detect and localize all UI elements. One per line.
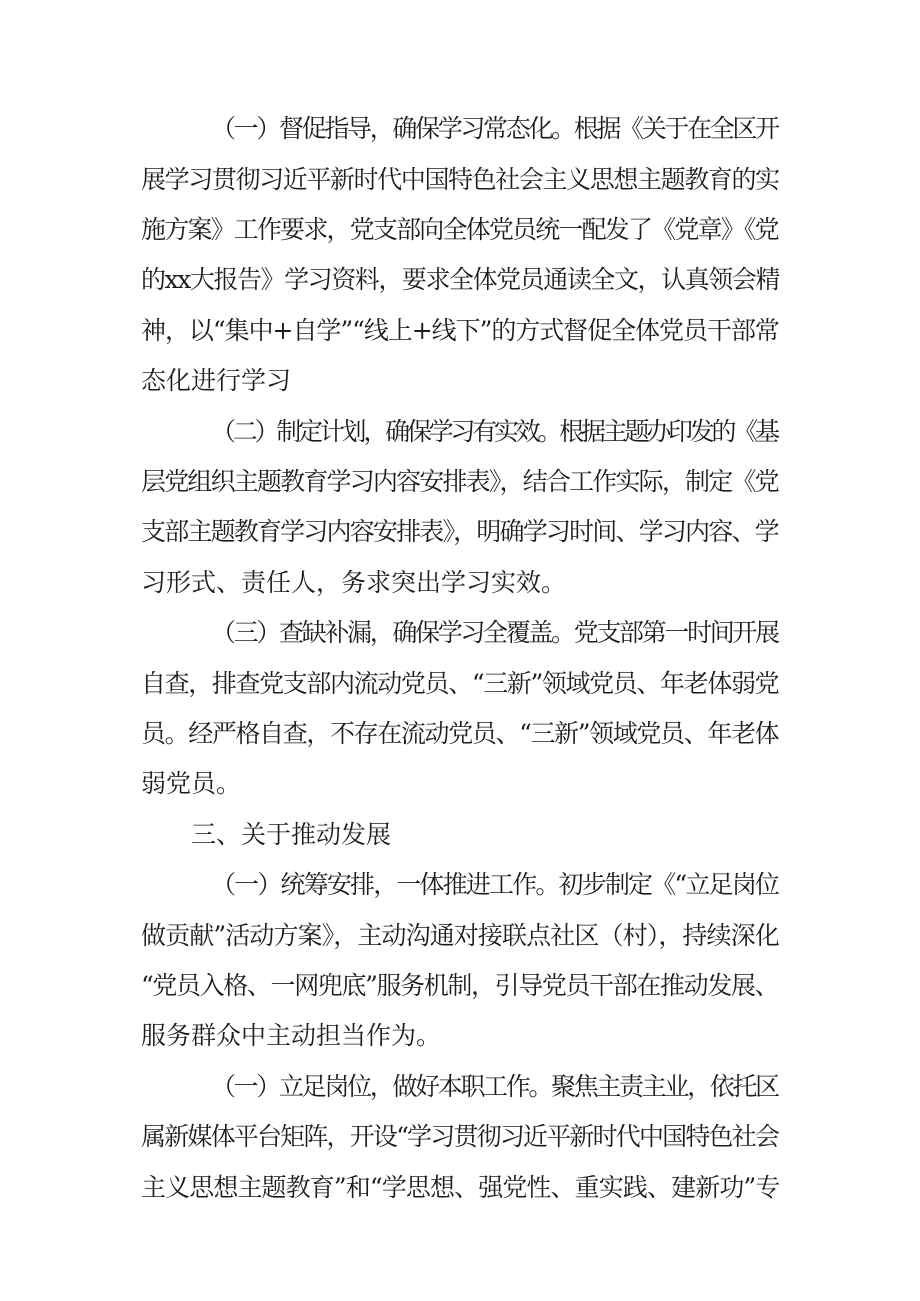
text-line: （一）立足岗位，做好本职工作。聚焦主责主业，依托区: [211, 1072, 778, 1101]
text-line: 层党组织主题教育学习内容安排表》，结合工作实际，制定《党: [141, 467, 778, 496]
text-line: （二）制定计划，确保学习有实效。根据主题办印发的《基: [211, 417, 777, 446]
text-line: 施方案》工作要求，党支部向全体党员统一配发了《党章》《党: [141, 215, 778, 244]
text-line: 属新媒体平台矩阵，开设“学习贯彻习近平新时代中国特色社会: [141, 1122, 779, 1151]
text-line: 习形式、责任人，务求突出学习实效。: [141, 568, 567, 597]
text-line: （一）督促指导，确保学习常态化。根据《关于在全区开: [211, 114, 778, 143]
text-line: 主义思想主题教育”和“学思想、强党性、重实践、建新功”专: [141, 1173, 780, 1202]
text-line: “党员入格、一网兜底”服务机制，引导党员干部在推动发展、: [141, 971, 779, 1000]
text-line: 做贡献”活动方案》，主动沟通对接联点社区（村），持续深化: [141, 921, 779, 950]
text-line: （一）统筹安排，一体推进工作。初步制定《“立足岗位: [211, 870, 779, 899]
text-line: 服务群众中主动担当作为。: [141, 1021, 442, 1050]
text-line: 弱党员。: [141, 769, 242, 798]
text-line: 神，以“集中+自学”“线上+线下”的方式督促全体党员干部常: [141, 316, 779, 345]
text-line: 态化进行学习: [141, 366, 292, 395]
text-line: 员。经严格自查，不存在流动党员、“三新”领域党员、年老体: [141, 719, 779, 748]
text-line: 自查，排查党支部内流动党员、“三新”领域党员、年老体弱党: [141, 669, 779, 698]
section-heading: 三、关于推动发展: [191, 820, 392, 849]
text-line: 的xx大报告》学习资料，要求全体党员通读全文，认真领会精: [141, 265, 779, 294]
text-line: 展学习贯彻习近平新时代中国特色社会主义思想主题教育的实: [141, 165, 779, 194]
text-line: （三）查缺补漏，确保学习全覆盖。党支部第一时间开展: [211, 618, 778, 647]
text-line: 支部主题教育学习内容安排表》，明确学习时间、学习内容、学: [141, 517, 778, 546]
